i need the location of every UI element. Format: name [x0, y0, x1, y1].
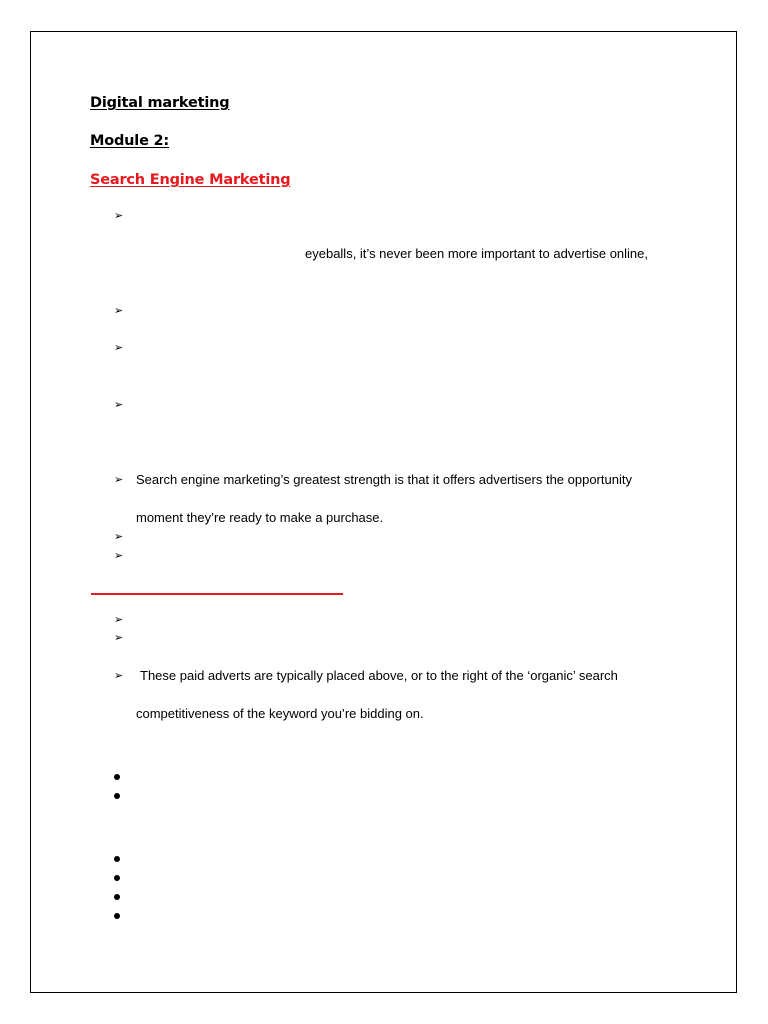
arrow-bullet-icon: ➢ [114, 530, 124, 543]
arrow-bullet-icon: ➢ [114, 549, 124, 562]
section-heading: Search Engine Marketing [90, 172, 291, 188]
arrow-bullet-icon: ➢ [114, 209, 124, 222]
arrow-bullet-icon: ➢ [114, 398, 124, 411]
round-bullet-icon [114, 894, 120, 900]
text-line-eyeballs: eyeballs, it’s never been more important to advertise online, [305, 246, 649, 261]
round-bullet-icon [114, 875, 120, 881]
module-heading: Module 2: [90, 133, 170, 149]
arrow-bullet-icon: ➢ [114, 631, 124, 644]
arrow-bullet-icon: ➢ [114, 304, 124, 317]
text-line-moment: moment they’re ready to make a purchase. [136, 510, 384, 525]
round-bullet-icon [114, 774, 120, 780]
round-bullet-icon [114, 913, 120, 919]
arrow-bullet-icon: ➢ [114, 669, 124, 682]
text-line-paid-adverts: These paid adverts are typically placed above, or to the right of the ‘organic’ search [140, 668, 618, 683]
text-line-strength: Search engine marketing’s greatest strength is that it offers advertisers the opportunity [136, 472, 632, 487]
arrow-bullet-icon: ➢ [114, 341, 124, 354]
text-line-competitiveness: competitiveness of the keyword you’re bidding on. [136, 706, 424, 721]
red-underline-rule [91, 593, 343, 595]
round-bullet-icon [114, 793, 120, 799]
arrow-bullet-icon: ➢ [114, 473, 124, 486]
document-title: Digital marketing [90, 95, 230, 111]
arrow-bullet-icon: ➢ [114, 613, 124, 626]
round-bullet-icon [114, 856, 120, 862]
